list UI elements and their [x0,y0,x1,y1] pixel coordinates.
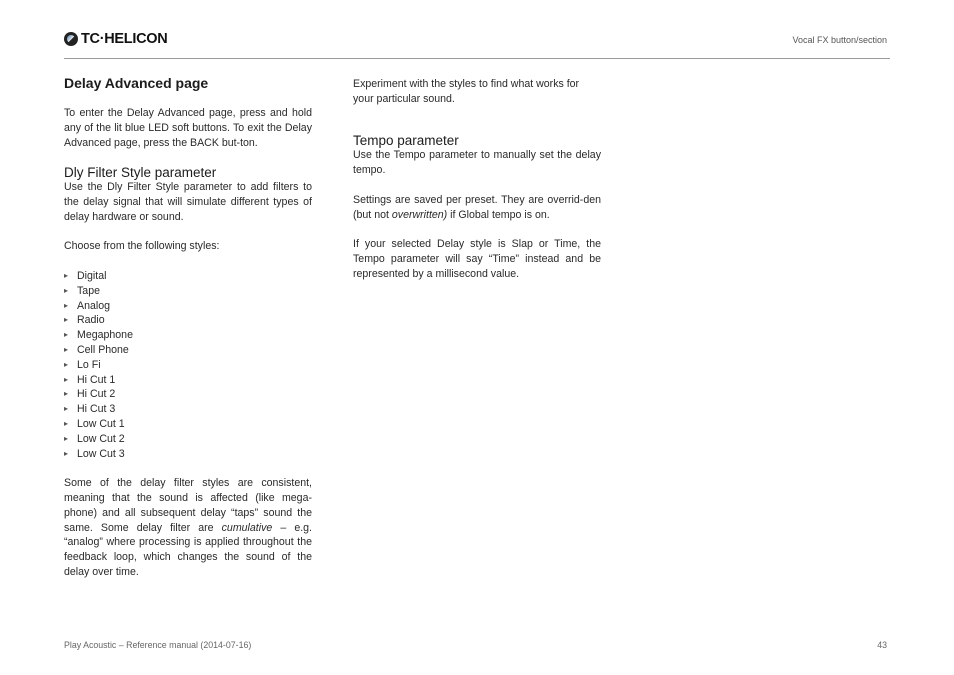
logo-text: TC·HELICON [81,31,168,47]
slap-time-paragraph: If your selected Delay style is Slap or Time, the Tempo parameter will say “Time” instead and be represented by a millisecond value. [353,238,601,280]
experiment-paragraph: Experiment with the styles to find what works for your particular sound. [353,78,580,105]
styles-list [64,269,312,461]
list-item: ▸ Hi Cut 3 [64,402,312,417]
list-item: ▸ Tape [64,284,312,299]
intro-paragraph: To enter the Delay Advanced page, press and hold any of the lit blue LED soft buttons. To exit the Delay Advanced page, press the BACK but-ton. [64,107,312,149]
list-item: ▸ Hi Cut 1 [64,373,312,388]
list-item: ▸ Megaphone [64,328,312,343]
list-item: ▸ Low Cut 1 [64,417,312,432]
page-header [64,30,890,60]
list-item: ▸ Cell Phone [64,343,312,358]
helicon-globe-icon [64,32,78,46]
list-item: ▸ Hi Cut 2 [64,387,312,402]
list-item: ▸ Analog [64,299,312,314]
list-item: ▸ Low Cut 3 [64,447,312,462]
tc-helicon-logo [64,31,167,47]
settings-paragraph: Settings are saved per preset. They are overrid-den (but not overwritten) if Global tempo is on. [353,193,601,221]
section-label: Vocal FX button/section [792,35,887,45]
page-number: 43 [877,640,887,650]
footer-manual-title: Play Acoustic – Reference manual (2014-07-16) [64,640,252,650]
tempo-paragraph: Use the Tempo parameter to manually set the delay tempo. [353,149,601,177]
list-item: ▸ Lo Fi [64,358,312,373]
header-divider [64,58,890,59]
dly-filter-heading: Dly Filter Style parameter [64,165,217,181]
tempo-heading: Tempo parameter [353,133,459,149]
right-column [353,77,601,282]
list-item: ▸ Low Cut 2 [64,432,312,447]
list-item: ▸ Radio [64,313,312,328]
choose-paragraph: Choose from the following styles: [64,240,220,253]
left-column [64,74,312,580]
page-title: Delay Advanced page [64,75,209,91]
dly-filter-paragraph: Use the Dly Filter Style parameter to add filters to the delay signal that will simulate different types of delay hardware or sound. [64,181,312,223]
list-item: ▸ Digital [64,269,312,284]
closing-paragraph: Some of the delay filter styles are consistent, meaning that the sound is affected (like mega-phone) and all subsequent delay “taps” sound the same. Some delay filter are cumulative – e.g. “analog” where processing is applied throughout the feedback loop, which changes the sound of the delay over time. [64,477,313,578]
